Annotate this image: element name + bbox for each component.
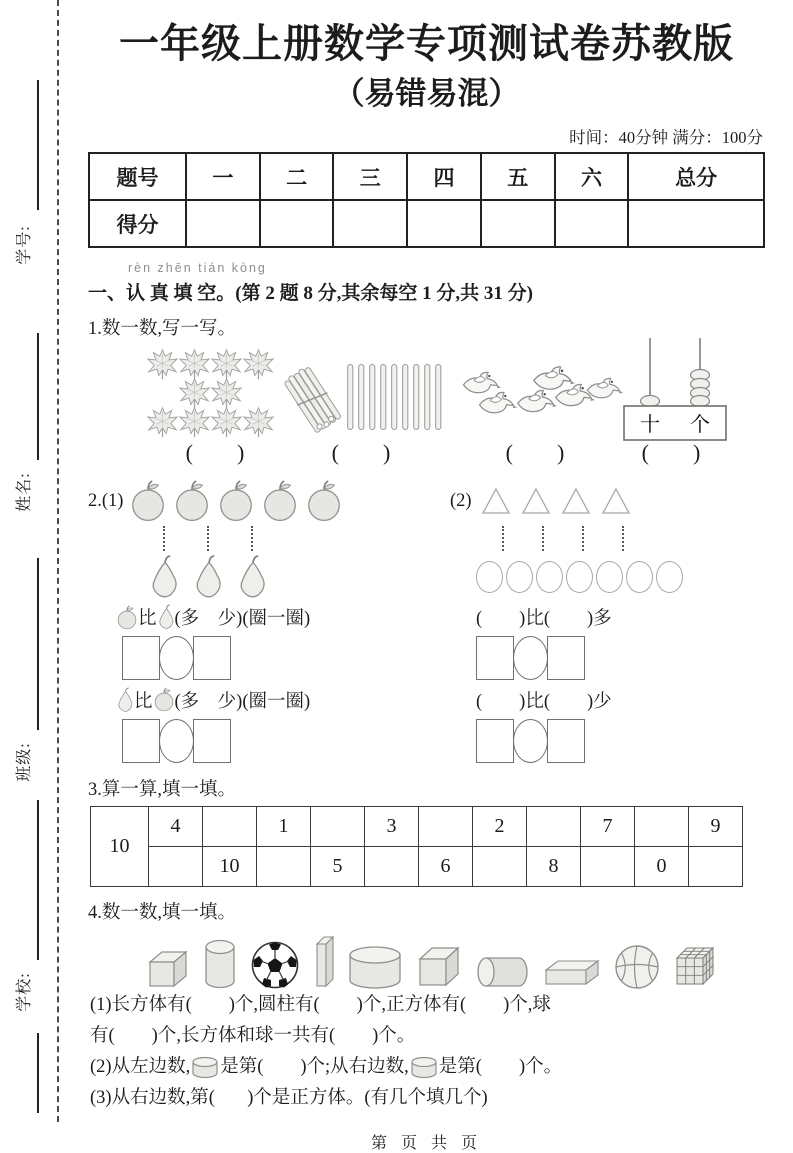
symbol-circle xyxy=(159,636,194,680)
q3-cell: 1 xyxy=(257,807,311,847)
q3-cell: 7 xyxy=(581,807,635,847)
match-dots xyxy=(582,526,584,551)
score-header-cell: 一 xyxy=(186,153,260,200)
pears-row xyxy=(148,554,270,600)
compare-more-blank: ( )比( )多 xyxy=(476,609,612,629)
cylinder-icon xyxy=(203,938,237,990)
q3-cell: 0 xyxy=(635,847,689,887)
q2-part2 xyxy=(450,476,765,766)
wide-cylinder-icon xyxy=(348,944,402,990)
answer-blank: ( ) xyxy=(641,440,701,465)
q3-cell xyxy=(527,807,581,847)
compare-less-blank: ( )比( )少 xyxy=(476,691,612,712)
number-box xyxy=(547,719,585,763)
symbol-circle xyxy=(159,719,194,763)
q3-cell xyxy=(473,847,527,887)
q3-cell: 4 xyxy=(149,807,203,847)
number-box xyxy=(476,719,514,763)
circles-row xyxy=(450,553,765,601)
cylinder-icon xyxy=(190,1055,220,1081)
cuboid-icon xyxy=(146,948,190,990)
q3-target-number: 10 xyxy=(91,807,149,887)
q3-cell xyxy=(203,807,257,847)
q3-cell: 9 xyxy=(689,807,743,847)
number-sentence-boxes xyxy=(88,633,450,683)
q4-shapes-row xyxy=(146,932,765,990)
number-box xyxy=(193,636,231,680)
circle-shape xyxy=(656,561,683,593)
q3-cell xyxy=(149,847,203,887)
section-one-heading xyxy=(88,261,765,305)
match-dots xyxy=(251,526,253,551)
triangles-row xyxy=(480,486,634,516)
score-value-row xyxy=(89,200,764,247)
apples-row xyxy=(129,478,345,524)
seal-blank-line xyxy=(37,558,39,730)
seal-blank-line xyxy=(37,333,39,460)
score-row-label: 得分 xyxy=(89,200,186,247)
page-subtitle: （易错易混） xyxy=(333,76,520,111)
section-title-chars: 认 真 填 空 xyxy=(126,283,217,304)
score-header-cell: 二 xyxy=(260,153,334,200)
compare-word: 比 xyxy=(138,609,157,629)
match-dots xyxy=(207,526,209,551)
match-dots xyxy=(542,526,544,551)
school-label: 学校: xyxy=(16,972,33,1012)
number-box xyxy=(193,719,231,763)
circle-shape xyxy=(626,561,653,593)
number-box xyxy=(476,636,514,680)
number-box xyxy=(122,636,160,680)
abacus-figure xyxy=(622,334,728,444)
counting-sticks-figure xyxy=(292,354,442,436)
page-footer: 第 页 共 页 xyxy=(370,1135,482,1152)
tall-cuboid-icon xyxy=(313,934,335,990)
q1-answer-blanks xyxy=(88,440,765,472)
q2-part1 xyxy=(88,476,450,766)
score-header-cell: 六 xyxy=(555,153,629,200)
score-blank-cell xyxy=(481,200,555,247)
circle-shape xyxy=(536,561,563,593)
answer-blank: ( ) xyxy=(331,440,391,465)
score-header-cell: 三 xyxy=(333,153,407,200)
time-score-info: 时间：40分钟 满分：100分 xyxy=(569,128,763,147)
student-id-label: 学号: xyxy=(16,225,33,265)
q3-cell xyxy=(635,807,689,847)
circle-hint: (多 少)(圈一圈) xyxy=(174,609,311,629)
symbol-circle xyxy=(513,636,548,680)
abacus-tens-label: 十 xyxy=(640,414,660,436)
page-title: 一年级上册数学专项测试卷苏教版 xyxy=(119,22,734,66)
symbol-circle xyxy=(513,719,548,763)
q4-line4: (3)从右边数,第( )个是正方体。(有几个填几个) xyxy=(90,1088,488,1108)
q4-line3-text: 是第( )个;从右边数, xyxy=(220,1057,409,1077)
score-header-cell: 四 xyxy=(407,153,481,200)
student-name-label: 姓名: xyxy=(16,472,33,512)
q3-cell xyxy=(311,807,365,847)
score-header-cell: 五 xyxy=(481,153,555,200)
seal-dashed-line xyxy=(57,0,59,1122)
cube-icon xyxy=(415,944,461,990)
q3-cell: 8 xyxy=(527,847,581,887)
score-blank-cell xyxy=(407,200,481,247)
match-dots xyxy=(163,526,165,551)
score-blank-cell xyxy=(260,200,334,247)
q2-number: 2.(1) xyxy=(88,490,124,511)
q3-cell: 5 xyxy=(311,847,365,887)
compare-line-pear-apple xyxy=(88,683,450,716)
q4-line3-text: 是第( )个。 xyxy=(438,1057,563,1077)
q3-label: 3.算一算,填一填。 xyxy=(88,780,237,800)
pear-icon xyxy=(116,687,134,713)
section-number: 一、 xyxy=(88,283,127,304)
number-box xyxy=(547,636,585,680)
lying-cylinder-icon xyxy=(474,956,530,990)
q2-part2-number: (2) xyxy=(450,490,472,511)
score-header-cell: 总分 xyxy=(628,153,764,200)
q4-line2: 有( )个,长方体和球一共有( )个。 xyxy=(90,1026,416,1046)
q3-cell xyxy=(689,847,743,887)
seal-blank-line xyxy=(37,800,39,960)
number-sentence-boxes xyxy=(450,716,765,766)
abacus-ones-label: 个 xyxy=(690,414,710,436)
score-blank-cell xyxy=(333,200,407,247)
q3-cell: 2 xyxy=(473,807,527,847)
q3-cell xyxy=(365,847,419,887)
score-header-row xyxy=(89,153,764,200)
q4-label: 4.数一数,填一填。 xyxy=(88,903,237,923)
birds-figure xyxy=(460,360,625,428)
flat-cuboid-icon xyxy=(543,956,601,990)
q3-cell xyxy=(257,847,311,887)
q3-cell xyxy=(419,807,473,847)
compare-line-apple-pear xyxy=(88,601,450,633)
circle-hint: (多 少)(圈一圈) xyxy=(174,691,311,712)
match-dots xyxy=(502,526,504,551)
circle-shape xyxy=(596,561,623,593)
q3-cell: 6 xyxy=(419,847,473,887)
cylinder-icon xyxy=(409,1055,439,1081)
score-blank-cell xyxy=(186,200,260,247)
score-table xyxy=(88,152,765,248)
number-box xyxy=(122,719,160,763)
compare-word: 比 xyxy=(134,691,153,712)
answer-blank: ( ) xyxy=(505,440,565,465)
maple-leaves-figure xyxy=(146,348,276,440)
number-sentence-boxes xyxy=(88,716,450,766)
class-label: 班级: xyxy=(16,742,33,782)
q4-line3 xyxy=(90,1052,765,1083)
soccer-ball-icon xyxy=(250,940,300,990)
answer-blank: ( ) xyxy=(185,440,245,465)
number-sentence-boxes xyxy=(450,633,765,683)
section-score-note: 。(第 2 题 8 分,其余每空 1 分,共 31 分) xyxy=(216,283,533,304)
q3-bottom-row xyxy=(91,847,743,887)
match-dots-row xyxy=(88,526,450,553)
q3-cell: 3 xyxy=(365,807,419,847)
circle-shape xyxy=(476,561,503,593)
q3-top-row xyxy=(91,807,743,847)
circle-shape xyxy=(566,561,593,593)
circle-shape xyxy=(506,561,533,593)
match-dots-row xyxy=(450,526,765,553)
q4-line1: (1)长方体有( )个,圆柱有( )个,正方体有( )个,球 xyxy=(90,995,551,1015)
apple-icon xyxy=(153,687,175,712)
stick-bundle xyxy=(282,364,343,434)
apple-icon xyxy=(116,605,138,630)
match-dots xyxy=(622,526,624,551)
score-blank-cell xyxy=(555,200,629,247)
pinyin-annotation: rèn zhēn tián kòng xyxy=(128,261,267,275)
rubiks-cube-icon xyxy=(673,942,719,990)
score-blank-cell xyxy=(628,200,764,247)
pear-icon xyxy=(157,604,175,630)
q2-block xyxy=(88,476,765,766)
q3-cell: 10 xyxy=(203,847,257,887)
q1-figures xyxy=(88,348,765,440)
basketball-icon xyxy=(614,944,660,990)
score-header-cell: 题号 xyxy=(89,153,186,200)
q3-cell xyxy=(581,847,635,887)
seal-blank-line xyxy=(37,80,39,210)
q3-table xyxy=(90,806,743,887)
q1-label: 1.数一数,写一写。 xyxy=(88,319,237,339)
seal-blank-line xyxy=(37,1033,39,1113)
q4-line3-text: (2)从左边数, xyxy=(90,1057,191,1077)
